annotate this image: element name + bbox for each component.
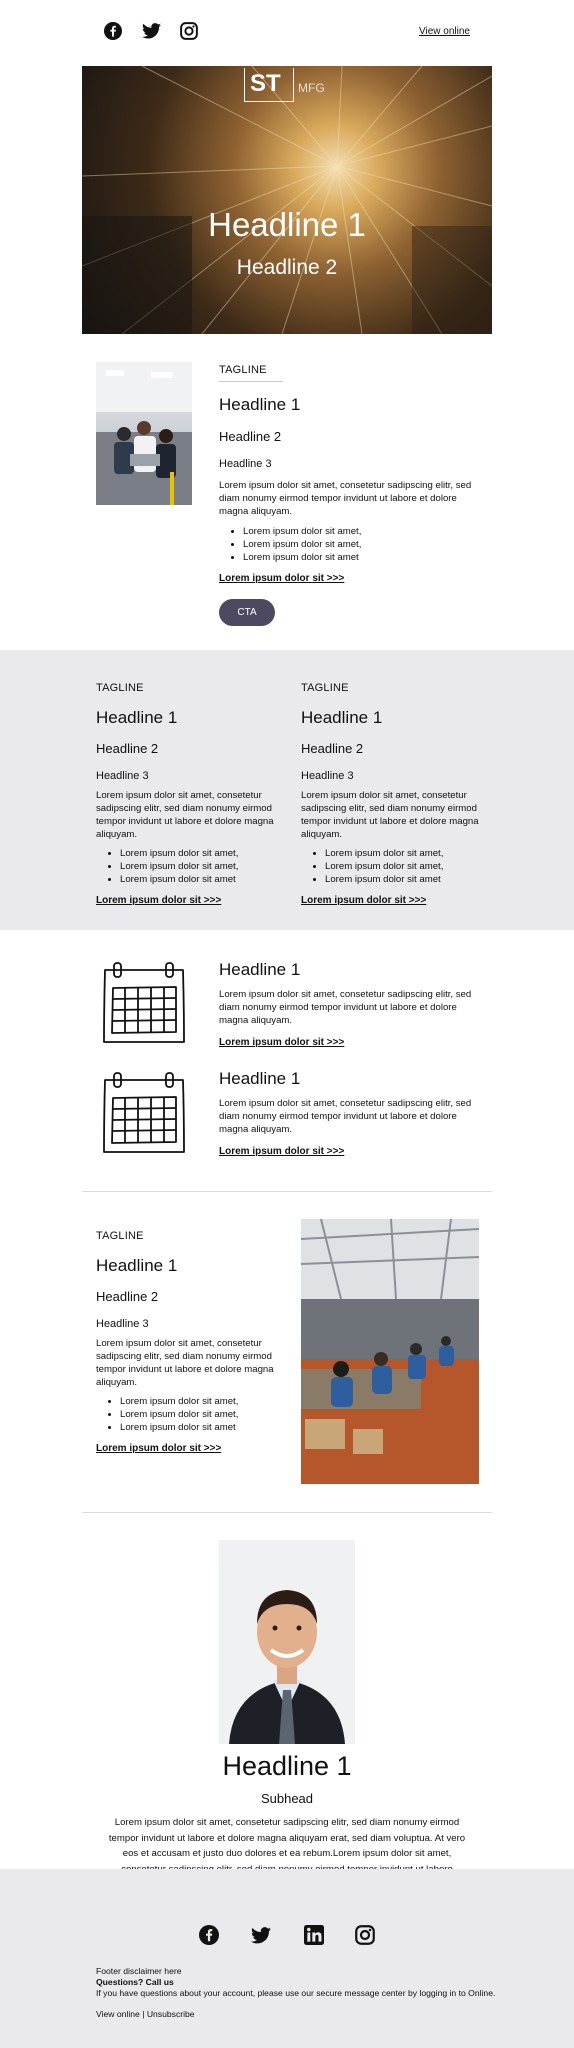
section4-headline-1: Headline 1 xyxy=(96,1256,178,1275)
footer-unsubscribe-link[interactable]: Unsubscribe xyxy=(146,2009,195,2019)
hero-logo xyxy=(244,68,330,102)
section4-bullets xyxy=(96,1395,286,1434)
section1-body: Lorem ipsum dolor sit amet, consetetur sadipscing elitr, sed diam nonumy eirmod tempor invidunt ut labore et dolore magna aliquyam. xyxy=(219,480,472,517)
section2-column-left xyxy=(96,682,286,906)
section2-right-bullets xyxy=(301,847,491,886)
section3-item-1-headline: Headline 1 xyxy=(219,960,301,979)
section1-link[interactable]: Lorem ipsum dolor sit >>> xyxy=(219,573,345,584)
hero-banner xyxy=(82,66,492,334)
section4-body: Lorem ipsum dolor sit amet, consetetur sadipscing elitr, sed diam nonumy eirmod tempor invidunt ut labore et dolore magna aliquyam. xyxy=(96,1338,274,1388)
list-item: • Lorem ipsum dolor sit amet, xyxy=(325,847,491,860)
footer-view-online-link[interactable]: View online xyxy=(96,2009,140,2019)
section1-content xyxy=(219,364,481,626)
header-social xyxy=(104,22,204,44)
list-item: • Lorem ipsum dolor sit amet xyxy=(120,873,286,886)
footer-social xyxy=(199,1925,379,1947)
section1-cta-button[interactable]: CTA xyxy=(219,599,275,626)
section2-left-link[interactable]: Lorem ipsum dolor sit >>> xyxy=(96,895,222,906)
list-item: • Lorem ipsum dolor sit amet, xyxy=(120,1395,286,1408)
section3-item-2-link[interactable]: Lorem ipsum dolor sit >>> xyxy=(219,1146,345,1157)
footer xyxy=(0,1869,574,2048)
section4-content xyxy=(96,1230,286,1454)
section1-bullets xyxy=(219,525,481,564)
section3-item-1-link[interactable]: Lorem ipsum dolor sit >>> xyxy=(219,1037,345,1048)
list-item: • Lorem ipsum dolor sit amet xyxy=(120,1421,286,1434)
hero-headline-1: Headline 1 xyxy=(208,206,366,243)
footer-link-separator: | xyxy=(142,2009,145,2019)
section1-tagline-rule xyxy=(219,381,283,382)
calendar-icon xyxy=(100,962,188,1048)
footer-questions: Questions? Call us xyxy=(96,1977,174,1987)
divider xyxy=(82,1191,492,1192)
section3-item-1-icon xyxy=(100,962,188,1048)
list-item: • Lorem ipsum dolor sit amet xyxy=(243,551,481,564)
section2-right-link[interactable]: Lorem ipsum dolor sit >>> xyxy=(301,895,427,906)
logo-main-text: ST xyxy=(250,70,281,97)
section1-tagline: TAGLINE xyxy=(219,364,267,376)
list-item: • Lorem ipsum dolor sit amet, xyxy=(120,1408,286,1421)
calendar-icon xyxy=(100,1072,188,1158)
section2-left-headline-3: Headline 3 xyxy=(96,770,149,782)
twitter-icon[interactable] xyxy=(251,1927,271,1944)
list-item: • Lorem ipsum dolor sit amet, xyxy=(120,847,286,860)
section1-headline-3: Headline 3 xyxy=(219,458,272,470)
section2-column-right xyxy=(301,682,491,906)
section5-body: Lorem ipsum dolor sit amet, consetetur sadipscing elitr, sed diam nonumy eirmod tempor invidunt ut labore et dolore magna aliquyam erat, sed diam voluptua. At vero eos et accusam et justo duo dolores et ea rebum.Lorem ipsum dolor sit amet, xyxy=(108,1817,466,1859)
section1-headline-2: Headline 2 xyxy=(219,429,282,444)
section5-subhead: Subhead xyxy=(260,1791,314,1806)
section1-image xyxy=(96,362,192,505)
section4-image xyxy=(301,1219,479,1484)
facebook-icon[interactable] xyxy=(199,1925,219,1945)
footer-notice: If you have questions about your account, please use our secure message center by logging in to Online. xyxy=(96,1988,496,1998)
section2-right-body: Lorem ipsum dolor sit amet, consetetur sadipscing elitr, sed diam nonumy eirmod tempor invidunt ut labore et dolore magna aliquyam. xyxy=(301,790,479,840)
section4-tagline: TAGLINE xyxy=(96,1230,144,1242)
divider xyxy=(82,1512,492,1513)
section2-right-headline-3: Headline 3 xyxy=(301,770,354,782)
logo-sub-text: MFG xyxy=(298,81,325,95)
footer-text xyxy=(96,1966,516,2020)
section2-right-tagline: TAGLINE xyxy=(301,682,349,694)
section3-item-2-icon xyxy=(100,1072,188,1158)
section2-left-headline-2: Headline 2 xyxy=(96,741,159,756)
section4-link[interactable]: Lorem ipsum dolor sit >>> xyxy=(96,1443,222,1454)
linkedin-icon[interactable] xyxy=(304,1925,324,1945)
section5-portrait xyxy=(219,1540,355,1744)
section2-left-tagline: TAGLINE xyxy=(96,682,144,694)
section3-item-2-headline: Headline 1 xyxy=(219,1069,301,1088)
section2-right-headline-2: Headline 2 xyxy=(301,741,364,756)
section5-headline: Headline 1 xyxy=(222,1751,352,1781)
section4-headline-2: Headline 2 xyxy=(96,1289,159,1304)
instagram-icon[interactable] xyxy=(355,1925,375,1945)
section3-item-1-body: Lorem ipsum dolor sit amet, consetetur sadipscing elitr, sed diam nonumy eirmod tempor invidunt ut labore et dolore magna aliquyam. xyxy=(219,989,472,1026)
list-item: • Lorem ipsum dolor sit amet xyxy=(325,873,491,886)
hero-headline-2: Headline 2 xyxy=(236,256,338,279)
section3-item-2 xyxy=(219,1069,481,1157)
footer-links xyxy=(96,2009,516,2020)
twitter-icon[interactable] xyxy=(142,23,161,39)
view-online-link[interactable]: View online xyxy=(419,26,470,37)
section2-right-headline-1: Headline 1 xyxy=(301,708,383,727)
section3-item-1 xyxy=(219,960,481,1048)
footer-disclaimer: Footer disclaimer here xyxy=(96,1966,182,1976)
list-item: • Lorem ipsum dolor sit amet, xyxy=(325,860,491,873)
section2-left-bullets xyxy=(96,847,286,886)
section1-headline-1: Headline 1 xyxy=(219,395,301,414)
instagram-icon[interactable] xyxy=(180,22,198,40)
section4-headline-3: Headline 3 xyxy=(96,1318,149,1330)
list-item: • Lorem ipsum dolor sit amet, xyxy=(243,538,481,551)
section2-left-headline-1: Headline 1 xyxy=(96,708,178,727)
section2-left-body: Lorem ipsum dolor sit amet, consetetur sadipscing elitr, sed diam nonumy eirmod tempor invidunt ut labore et dolore magna aliquyam. xyxy=(96,790,274,840)
facebook-icon[interactable] xyxy=(104,22,122,40)
section3-item-2-body: Lorem ipsum dolor sit amet, consetetur sadipscing elitr, sed diam nonumy eirmod tempor invidunt ut labore et dolore magna aliquyam. xyxy=(219,1098,472,1135)
hero-light-streaks xyxy=(82,66,492,334)
list-item: • Lorem ipsum dolor sit amet, xyxy=(243,525,481,538)
list-item: • Lorem ipsum dolor sit amet, xyxy=(120,860,286,873)
